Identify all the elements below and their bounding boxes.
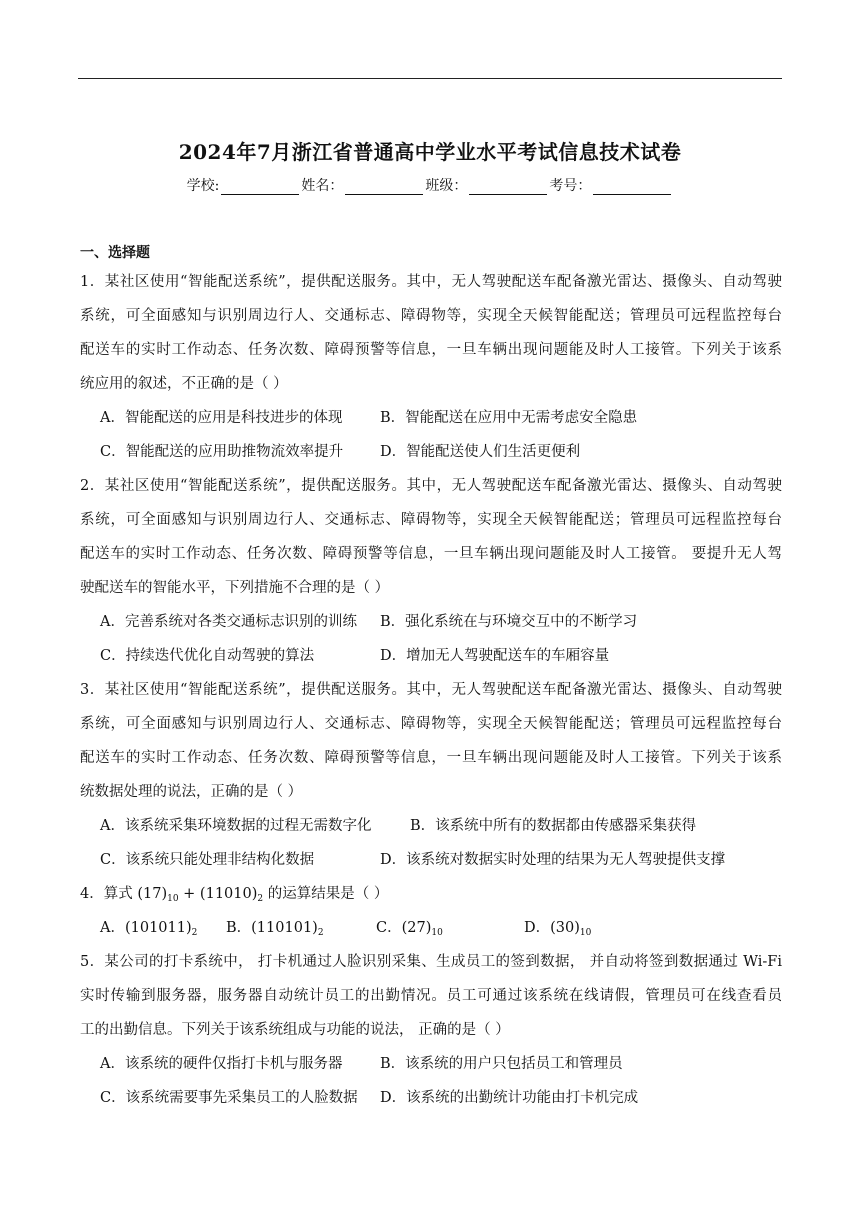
- option-a[interactable]: A．该系统的硬件仅指打卡机与服务器: [100, 1056, 343, 1072]
- page-title: 2024年7月浙江省普通高中学业水平考试信息技术试卷: [178, 140, 682, 164]
- exam-no-blank: [593, 180, 671, 195]
- question-text-line: 系统，可全面感知与识别周边行人、交通标志、障碍物等，实现全天候智能配送；管理员可远程监控每台: [80, 512, 782, 528]
- option-a[interactable]: A．智能配送的应用是科技进步的体现: [100, 410, 343, 426]
- option-c[interactable]: C．持续迭代优化自动驾驶的算法: [100, 648, 315, 664]
- question-5: [80, 945, 782, 1115]
- option-d[interactable]: D．$(30)_{10}$: [524, 920, 592, 938]
- class-label: 班级：: [425, 178, 468, 194]
- exam-no-label: 考号：: [549, 178, 592, 194]
- student-info-line: [0, 175, 860, 195]
- option-a[interactable]: A．$(101011)_2$: [100, 920, 198, 938]
- section-heading: 一、选择题: [80, 245, 150, 261]
- question-text-line: 统应用的叙述，不正确的是（ ）: [80, 376, 288, 392]
- question-list: [80, 265, 782, 1115]
- question-text-line: 5．某公司的打卡系统中， 打卡机通过人脸识别采集、生成员工的签到数据， 并自动将签到数据通过 Wi-Fi: [80, 954, 782, 970]
- question-text-line: 配送车的实时工作动态、任务次数、障碍预警等信息，一旦车辆出现问题能及时人工接管。下列关于该系: [80, 342, 782, 358]
- option-d[interactable]: D．智能配送使人们生活更便利: [380, 444, 581, 460]
- option-a[interactable]: A．完善系统对各类交通标志识别的训练: [100, 614, 357, 630]
- question-text-line: 实时传输到服务器，服务器自动统计员工的出勤情况。员工可通过该系统在线请假，管理员可在线查看员: [80, 988, 782, 1004]
- question-text-line: 系统，可全面感知与识别周边行人、交通标志、障碍物等，实现全天候智能配送；管理员可远程监控每台: [80, 308, 782, 324]
- name-label: 姓名：: [301, 178, 344, 194]
- option-b[interactable]: B．智能配送在应用中无需考虑安全隐患: [380, 410, 638, 426]
- question-text-line: 1．某社区使用“智能配送系统”，提供配送服务。其中，无人驾驶配送车配备激光雷达、摄像头、自动驾驶: [80, 274, 782, 290]
- option-b[interactable]: B．该系统的用户只包括员工和管理员: [380, 1056, 623, 1072]
- question-text-line: 3．某社区使用“智能配送系统”，提供配送服务。其中，无人驾驶配送车配备激光雷达、摄像头、自动驾驶: [80, 682, 782, 698]
- question-3: [80, 673, 782, 877]
- question-text-line: 驶配送车的智能水平，下列措施不合理的是（ ）: [80, 580, 390, 596]
- option-c[interactable]: C．智能配送的应用助推物流效率提升: [100, 444, 344, 460]
- name-blank: [345, 180, 423, 195]
- question-text-line: 统数据处理的说法，正确的是（ ）: [80, 784, 303, 800]
- question-text-line: 工的出勤信息。下列关于该系统组成与功能的说法， 正确的是（ ）: [80, 1022, 510, 1038]
- option-b[interactable]: B．强化系统在与环境交互中的不断学习: [380, 614, 638, 630]
- header-rule: [78, 78, 782, 79]
- question-1: [80, 265, 782, 469]
- option-b[interactable]: B．该系统中所有的数据都由传感器采集获得: [410, 818, 697, 834]
- option-c[interactable]: C．该系统只能处理非结构化数据: [100, 852, 315, 868]
- option-d[interactable]: D．该系统对数据实时处理的结果为无人驾驶提供支撑: [380, 852, 726, 868]
- question-text-line: 配送车的实时工作动态、任务次数、障碍预警等信息，一旦车辆出现问题能及时人工接管。 要提升无人驾: [80, 546, 782, 562]
- question-2: [80, 469, 782, 673]
- question-text-line: 2．某社区使用“智能配送系统”，提供配送服务。其中，无人驾驶配送车配备激光雷达、摄像头、自动驾驶: [80, 478, 782, 494]
- question-text-line: 配送车的实时工作动态、任务次数、障碍预警等信息，一旦车辆出现问题能及时人工接管。下列关于该系: [80, 750, 782, 766]
- option-d[interactable]: D．该系统的出勤统计功能由打卡机完成: [380, 1090, 639, 1106]
- question-text-line: 系统，可全面感知与识别周边行人、交通标志、障碍物等，实现全天候智能配送；管理员可远程监控每台: [80, 716, 782, 732]
- option-b[interactable]: B．$(110101)_2$: [226, 920, 324, 938]
- class-blank: [469, 180, 547, 195]
- question-4: [80, 877, 782, 945]
- school-label: 学校:: [186, 178, 220, 194]
- question-text-line: 4．算式 $(17)_{10} + (11010)_2$ 的运算结果是（ ）: [80, 886, 389, 904]
- option-d[interactable]: D．增加无人驾驶配送车的车厢容量: [380, 648, 610, 664]
- school-blank: [221, 180, 299, 195]
- option-c[interactable]: C．$(27)_{10}$: [376, 920, 443, 938]
- option-a[interactable]: A．该系统采集环境数据的过程无需数字化: [100, 818, 372, 834]
- option-c[interactable]: C．该系统需要事先采集员工的人脸数据: [100, 1090, 358, 1106]
